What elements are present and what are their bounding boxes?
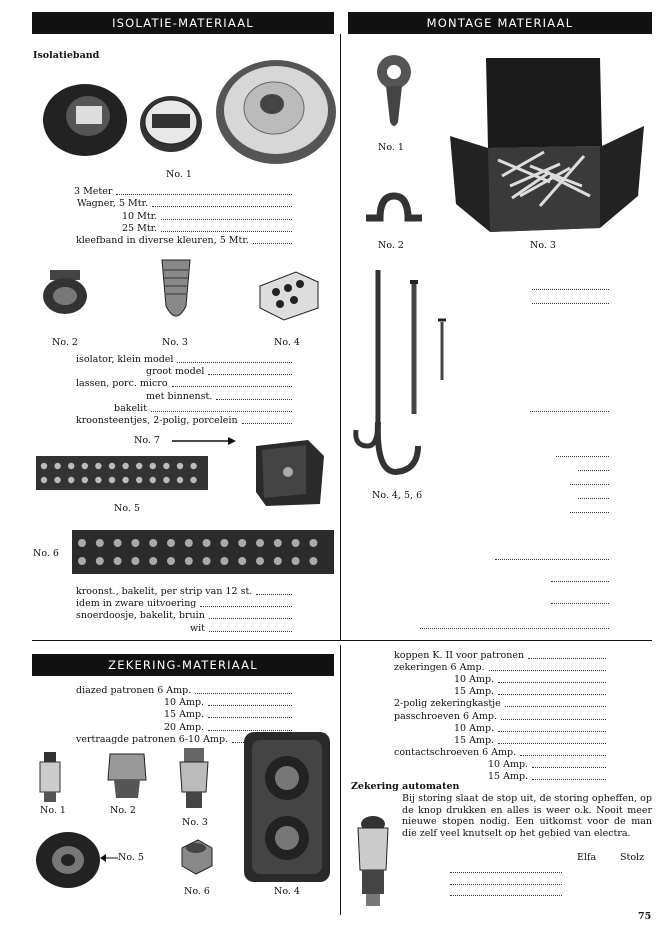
leader-dots xyxy=(556,448,609,457)
item-description: 10 Amp. xyxy=(454,674,495,686)
tape-tin-image xyxy=(138,92,204,154)
zekering-automaat-image xyxy=(352,804,394,908)
schellenhaakjes-box-image xyxy=(450,56,646,234)
item-description: snoerdoosje, bakelit, bruin xyxy=(76,610,205,622)
kroonst-heavy-strip-image xyxy=(72,530,334,574)
item-description: 15 Amp. xyxy=(454,686,495,698)
mon-no1-caption: No. 1 xyxy=(378,142,404,153)
mon-no3-caption: No. 3 xyxy=(530,240,556,251)
item-description: vertraagde patronen 6-10 Amp. xyxy=(76,733,229,745)
leader-dots xyxy=(208,366,292,375)
leader-dots xyxy=(489,662,606,671)
isolatie-banner xyxy=(32,12,334,34)
leader-dots xyxy=(532,295,609,304)
leader-dots xyxy=(498,723,606,732)
automaten-description: Bij storing slaat de stop uit, de storing opheffen, op de knop drukken en alles is weer o.k. Nooit meer nieuwe stopen nodig. Een uitkomst voor de man die zelf veel knutselt op het gebied van electra. xyxy=(402,793,652,840)
leader-dots xyxy=(505,698,606,707)
las-image xyxy=(156,256,196,328)
iso-no7-caption: No. 7 xyxy=(134,435,160,446)
diazed-patroon-image xyxy=(38,752,62,804)
leader-dots xyxy=(578,490,609,499)
leader-dots xyxy=(242,415,292,424)
mon-no2-caption: No. 2 xyxy=(378,240,404,251)
item-description: 2-polig zekeringkastje xyxy=(394,698,501,710)
leader-dots xyxy=(530,403,609,412)
item-description: groot model xyxy=(146,366,205,378)
arrow-right-icon xyxy=(172,436,236,446)
zekering-image xyxy=(176,748,212,814)
item-description: 15 Amp. xyxy=(454,734,495,746)
item-description: 10 Amp. xyxy=(454,722,495,734)
leader-dots xyxy=(498,735,606,744)
leader-dots xyxy=(570,504,609,513)
leader-dots xyxy=(420,620,609,629)
plafondhaak-schroef-image xyxy=(346,262,456,482)
leader-dots xyxy=(551,595,609,604)
zekering-banner-text: ZEKERING-MATERIAAL xyxy=(108,658,258,672)
leader-dots xyxy=(200,598,292,607)
iso-no6-caption: No. 6 xyxy=(33,548,59,559)
item-description: isolator, klein model xyxy=(76,354,174,365)
leader-dots xyxy=(498,674,606,683)
column-divider xyxy=(340,34,341,640)
passchroef-image xyxy=(34,828,102,892)
item-description: zekeringen 6 Amp. xyxy=(394,662,485,674)
zek-no2-caption: No. 2 xyxy=(110,805,136,816)
zekering-banner xyxy=(32,654,334,676)
mon-no456-caption: No. 4, 5, 6 xyxy=(372,490,423,501)
montage-banner xyxy=(348,12,652,34)
item-description: 15 Amp. xyxy=(488,771,529,782)
leader-dots xyxy=(256,586,292,595)
item-description: 3 Meter xyxy=(74,186,113,197)
leader-dots xyxy=(208,697,292,706)
column-divider-lower xyxy=(340,645,341,915)
item-description: Wagner, 5 Mtr. xyxy=(77,198,149,210)
leader-dots xyxy=(161,223,292,232)
arrow-left-icon xyxy=(100,854,118,862)
leader-dots xyxy=(151,403,292,412)
kroonst-strip-image xyxy=(36,456,208,490)
leader-dots xyxy=(532,281,609,290)
item-description: passchroeven 6 Amp. xyxy=(394,710,497,722)
page-number: 75 xyxy=(638,911,652,922)
zek-no3-caption: No. 3 xyxy=(182,817,208,828)
leader-dots xyxy=(532,771,606,780)
zekering-kop-image xyxy=(104,750,150,802)
item-description: 25 Mtr. xyxy=(122,222,158,234)
leader-dots xyxy=(208,722,292,731)
item-description: lassen, porc. micro xyxy=(76,378,168,390)
leader-dots xyxy=(177,354,292,363)
leader-dots xyxy=(528,650,606,659)
col-stolz: Stolz xyxy=(620,852,645,863)
item-description: 10 Amp. xyxy=(488,758,529,770)
item-description: met binnenst. xyxy=(146,390,213,402)
leader-dots xyxy=(450,887,562,896)
leader-dots xyxy=(532,759,606,768)
leader-dots xyxy=(116,186,292,195)
montage-banner-text: MONTAGE MATERIAAL xyxy=(426,16,574,30)
item-description: bakelit xyxy=(114,402,148,414)
leader-dots xyxy=(209,623,292,632)
iso-no3-caption: No. 3 xyxy=(162,337,188,348)
leader-dots xyxy=(161,211,292,220)
leader-dots xyxy=(450,864,562,873)
leader-dots xyxy=(551,573,609,582)
tape-roll-black-image xyxy=(40,80,130,160)
isolator-image xyxy=(40,266,90,322)
zekeringkastje-image xyxy=(244,732,330,882)
zek-no6-caption: No. 6 xyxy=(184,886,210,897)
leader-dots xyxy=(570,476,609,485)
item-description: wit xyxy=(190,622,205,634)
iso-no4-caption: No. 4 xyxy=(274,337,300,348)
item-description: koppen K. II voor patronen xyxy=(394,650,525,661)
automaten-heading: Zekering automaten xyxy=(351,781,460,792)
kroonsteentje-image xyxy=(256,268,322,322)
iso-no5-caption: No. 5 xyxy=(114,503,140,514)
leader-dots xyxy=(501,711,606,720)
leader-dots xyxy=(253,235,292,244)
isolatieband-heading: Isolatieband xyxy=(33,50,100,61)
leader-dots xyxy=(578,462,609,471)
leader-dots xyxy=(209,610,292,619)
zek-no1-caption: No. 1 xyxy=(40,805,66,816)
leader-dots xyxy=(195,685,292,694)
zek-no5-caption: No. 5 xyxy=(118,852,144,863)
iso-no1-caption: No. 1 xyxy=(166,169,192,180)
item-description: 15 Amp. xyxy=(164,709,205,721)
col-elfa: Elfa xyxy=(577,852,597,863)
item-description: 10 Mtr. xyxy=(122,210,158,222)
leader-dots xyxy=(152,198,292,207)
zek-no4-caption: No. 4 xyxy=(274,886,300,897)
item-description: contactschroeven 6 Amp. xyxy=(394,746,517,758)
item-description: kroonst., bakelit, per strip van 12 st. xyxy=(76,586,253,597)
section-divider xyxy=(32,640,652,641)
item-description: diazed patronen 6 Amp. xyxy=(76,685,192,696)
leader-dots xyxy=(498,686,606,695)
iso-no2-caption: No. 2 xyxy=(52,337,78,348)
leader-dots xyxy=(495,551,609,560)
item-description: idem in zware uitvoering xyxy=(76,598,197,610)
item-description: kleefband in diverse kleuren, 5 Mtr. xyxy=(76,235,249,247)
loodkabelbeugel-image xyxy=(362,190,426,224)
leader-dots xyxy=(172,378,292,387)
snoerdoosje-image xyxy=(252,436,326,508)
kabelschoen-image xyxy=(372,52,416,134)
tape-roll-large-image xyxy=(214,54,340,166)
item-description: 10 Amp. xyxy=(164,697,205,709)
item-description: 20 Amp. xyxy=(164,721,205,733)
item-description: kroonsteentjes, 2-polig, porcelein xyxy=(76,415,238,426)
leader-dots xyxy=(216,391,292,400)
leader-dots xyxy=(208,709,292,718)
isolatie-banner-text: ISOLATIE-MATERIAAL xyxy=(112,16,254,30)
leader-dots xyxy=(520,747,606,756)
contactschroef-image xyxy=(178,838,214,878)
leader-dots xyxy=(450,876,562,885)
